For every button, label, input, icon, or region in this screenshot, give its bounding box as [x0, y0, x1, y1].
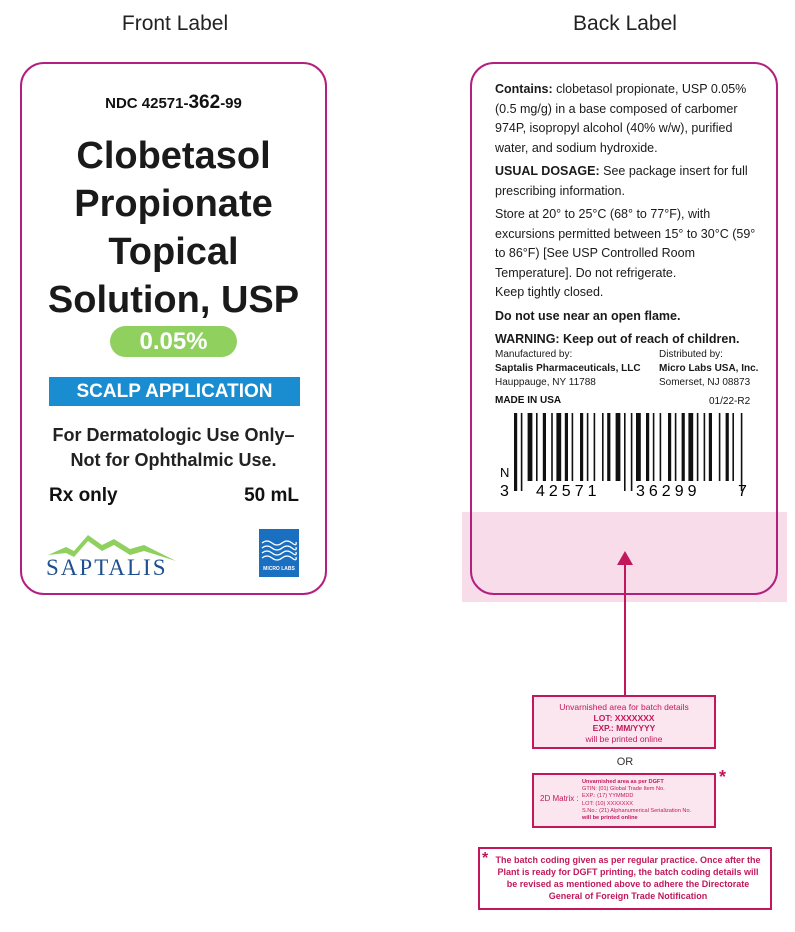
- barcode-bar: [528, 413, 533, 481]
- dosage-label: USUAL DOSAGE:: [495, 164, 600, 178]
- asterisk-icon: *: [482, 850, 489, 867]
- barcode-bar: [616, 413, 621, 481]
- contains-label: Contains:: [495, 82, 553, 96]
- front-label-heading: Front Label: [121, 12, 229, 35]
- barcode-bar: [741, 413, 743, 491]
- ndc-suffix: -99: [220, 95, 242, 112]
- use-line: For Dermatologic Use Only–: [52, 425, 295, 445]
- dgft-box: [532, 773, 716, 828]
- barcode-bar: [682, 413, 685, 481]
- barcode-bar: [675, 413, 677, 481]
- ndc-code: [20, 92, 327, 114]
- barcode-bar: [521, 413, 523, 491]
- barcode-bar: [556, 413, 561, 481]
- rx-only: Rx only: [49, 485, 118, 506]
- manufacturer-city: Hauppauge, NY 11788: [495, 377, 596, 388]
- barcode-bar: [607, 413, 610, 481]
- dgft-matrix-label: 2D Matrix :: [540, 794, 579, 803]
- use-statement: [20, 423, 327, 473]
- or-separator: OR: [616, 756, 634, 768]
- barcode-bar: [580, 413, 583, 481]
- barcode-bar: [653, 413, 655, 481]
- barcode-left-digits: 42571: [536, 483, 601, 500]
- upc-barcode: [500, 413, 750, 501]
- storage-text: Store at 20° to 25°C (68° to 77°F), with excursions permitted between 15° to 30°C (59° to 86°F) [See USP Controlled Room Temperature]. Do not refrigerate.: [495, 207, 756, 280]
- dosage-text: See package insert for full prescribing information.: [495, 164, 748, 198]
- children-warning: WARNING: Keep out of reach of children.: [495, 332, 740, 346]
- ndc-product: 362: [188, 92, 221, 113]
- barcode-bar: [726, 413, 729, 481]
- barcode-bar: [543, 413, 546, 481]
- application-banner: SCALP APPLICATION: [49, 377, 300, 406]
- barcode-bar: [602, 413, 604, 481]
- barcode-bar: [646, 413, 649, 481]
- distributor-city: Somerset, NJ 08873: [659, 377, 751, 388]
- barcode-right-digits: 36299: [636, 483, 701, 500]
- manufactured-by-label: Manufactured by:: [495, 349, 573, 360]
- flame-warning: Do not use near an open flame.: [495, 308, 681, 323]
- barcode-bar: [514, 413, 517, 491]
- contains-text: clobetasol propionate, USP 0.05% (0.5 mg/g) in a base composed of carbomer 974P, isopropyl alcohol (40% w/w), purified water, and sodium hydroxide.: [495, 82, 747, 155]
- made-in-usa: MADE IN USA: [495, 395, 562, 406]
- barcode-bar: [668, 413, 671, 481]
- batch-details-box: [532, 695, 716, 749]
- dgft-lot: LOT: (10) XXXXXXX: [582, 800, 633, 807]
- barcode-bar: [536, 413, 538, 481]
- barcode-bar: [631, 413, 633, 491]
- dgft-sno: S.No.: (21) Alphanumerical Serialization No.: [582, 807, 692, 814]
- product-name-line: Topical: [108, 231, 239, 273]
- barcode-bar: [572, 413, 574, 481]
- distributor-name: Micro Labs USA, Inc.: [659, 363, 759, 374]
- distributed-by-label: Distributed by:: [659, 349, 723, 360]
- batch-box-title: Unvarnished area for batch details: [559, 702, 689, 712]
- dgft-online: will be printed online: [582, 815, 638, 822]
- batch-online-note: will be printed online: [585, 733, 663, 744]
- barcode-bar: [594, 413, 596, 481]
- barcode-bars: [514, 413, 742, 491]
- batch-coding-note: The batch coding given as per regular practice. Once after the Plant is ready for DGFT printing, the batch coding details will be revised as mentioned above to adhere the Directorate General of Foreign Trade Notification: [478, 847, 772, 910]
- product-name-line: Clobetasol: [76, 135, 271, 177]
- dgft-title: Unvarnished area as per DGFT: [582, 779, 664, 785]
- micro-labs-text: MICRO LABS: [263, 566, 295, 572]
- brand-name: SAPTALIS: [46, 555, 168, 580]
- barcode-bar: [688, 413, 693, 481]
- arrow-up-icon: [617, 551, 633, 565]
- barcode-n: N: [500, 465, 510, 480]
- barcode-bar: [704, 413, 706, 481]
- product-name-line: Solution, USP: [47, 279, 300, 321]
- manufacturer-name: Saptalis Pharmaceuticals, LLC: [495, 363, 641, 374]
- contains-paragraph: [495, 80, 765, 158]
- manufacturer-block: [495, 348, 641, 390]
- ndc-prefix: NDC 42571-: [105, 95, 189, 112]
- closed-text: Keep tightly closed.: [495, 285, 604, 299]
- dgft-gtin: GTIN: (01) Global Trade Item No.: [582, 786, 665, 793]
- product-name: [20, 132, 327, 324]
- batch-exp: EXP.: MM/YYYY: [592, 723, 656, 733]
- dgft-exp: EXP.: (17) YYMMDD: [582, 793, 634, 800]
- distributor-block: [659, 348, 758, 390]
- barcode-bar: [636, 413, 641, 481]
- volume: 50 mL: [244, 485, 299, 506]
- barcode-bar: [697, 413, 699, 481]
- back-label-heading: Back Label: [573, 12, 677, 35]
- dgft-lines: [582, 779, 691, 822]
- use-line: Not for Ophthalmic Use.: [70, 450, 277, 470]
- batch-lot: LOT: XXXXXXX: [593, 712, 655, 723]
- back-label-text: [495, 80, 765, 354]
- asterisk-icon: *: [719, 767, 727, 787]
- barcode-bar: [732, 413, 734, 481]
- dosage-paragraph: [495, 162, 765, 201]
- arrow-line: [624, 560, 626, 695]
- barcode-bar: [709, 413, 712, 481]
- barcode-bar: [660, 413, 662, 481]
- barcode-bar: [565, 413, 568, 481]
- barcode-bar: [624, 413, 626, 491]
- barcode-bar: [719, 413, 721, 481]
- barcode-bar: [587, 413, 589, 481]
- revision-code: 01/22-R2: [709, 396, 751, 407]
- barcode-bar: [551, 413, 553, 481]
- barcode-digit-first: 3: [500, 483, 509, 500]
- product-name-line: Propionate: [74, 183, 273, 225]
- barcode-digit-check: 7: [738, 483, 747, 500]
- strength-badge: 0.05%: [110, 326, 237, 357]
